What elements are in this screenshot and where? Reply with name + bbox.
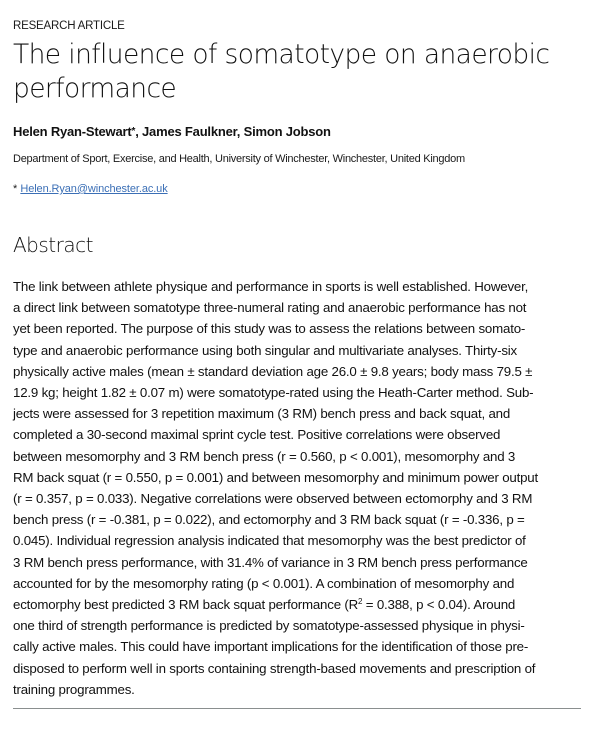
author-list [13,124,331,139]
abstract-line: 3 RM bench press performance, with 31.4% of variance in 3 RM bench press performance [13,554,528,570]
abstract-body [13,276,588,700]
article-title: The influence of somatotype on anaerobic performance [13,39,550,104]
abstract-line: physically active males (mean ± standard deviation age 26.0 ± 9.8 years; body mass 79.5 ± [13,363,533,379]
abstract-line: (r = 0.357, p = 0.033). Negative correlations were observed between ectomorphy and 3 RM [13,491,533,507]
article-type-label: RESEARCH ARTICLE [13,20,125,32]
abstract-line: The link between athlete physique and performance in sports is well established. However, [13,279,529,294]
abstract-heading: Abstract [13,233,93,257]
abstract-line: 12.9 kg; height 1.82 ± 0.07 m) were somatotype-rated using the Heath-Carter method. Sub- [13,385,534,401]
abstract-line: accounted for by the mesomorphy rating (p < 0.001). A combination of mesomorphy and [13,575,515,591]
abstract-line: RM back squat (r = 0.550, p = 0.001) and between mesomorphy and minimum power output [13,469,538,485]
superscript: 2 [358,597,363,607]
text-segment: = 0.388, p < 0.04). Around [362,597,516,613]
abstract-line: jects were assessed for 3 repetition maximum (3 RM) bench press and back squat, and [13,406,511,422]
text-segment: ectomorphy best predicted 3 RM back squat performance (R [13,597,359,613]
abstract-line: training programmes. [13,681,135,697]
email-link[interactable]: Helen.Ryan@winchester.ac.uk [20,183,168,195]
author-affiliation: Department of Sport, Exercise, and Health, University of Winchester, Winchester, United Kingdom [13,153,465,165]
author-names-rest: , James Faulkner, Simon Jobson [135,124,331,139]
correspondence-mark: * [13,183,21,195]
abstract-line: bench press (r = -0.381, p = 0.022), and ectomorphy and 3 RM back squat (r = -0.336, p = [13,512,525,528]
abstract-line: completed a 30-second maximal sprint cycle test. Positive correlations were observed [13,427,501,443]
abstract-line: one third of strength performance is predicted by somatotype-assessed physique in physi- [13,618,525,634]
author-name[interactable]: Helen Ryan-Stewart [13,124,132,139]
correspondence [13,183,168,195]
abstract-line: 0.045). Individual regression analysis indicated that mesomorphy was the best predictor of [13,533,526,549]
abstract-line-r-squared [13,594,588,615]
abstract-line: yet been reported. The purpose of this study was to assess the relations between somato- [13,321,526,337]
abstract-line: between mesomorphy and 3 RM bench press (r = 0.560, p < 0.001), mesomorphy and 3 [13,448,516,464]
abstract-line: a direct link between somatotype three-numeral rating and anaerobic performance has not [13,300,527,316]
abstract-line: cally active males. This could have important implications for the identification of those pre- [13,639,529,655]
section-divider [13,708,581,709]
abstract-line: disposed to perform well in sports containing strength-based movements and prescription of [13,660,536,676]
corresponding-author-mark: * [131,126,136,137]
abstract-line: type and anaerobic performance using both singular and multivariate analyses. Thirty-six [13,342,517,358]
